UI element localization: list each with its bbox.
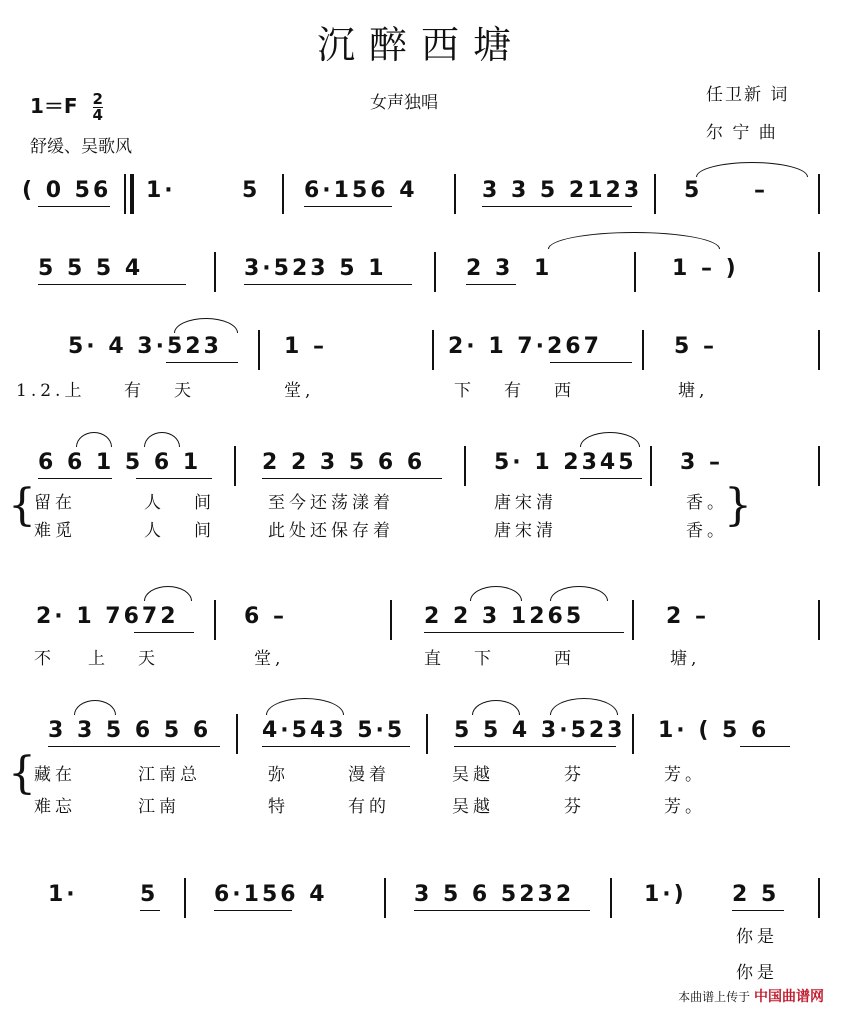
slur-mark <box>472 700 520 715</box>
lyric-syllable: 人 <box>144 521 165 541</box>
lyric-syllable: 有的 <box>348 797 390 817</box>
barline <box>214 600 216 640</box>
beam-line <box>244 284 412 285</box>
measure-11: 2· 1 7·267 <box>448 334 602 359</box>
measure-24: 1· ( 5 6 <box>658 718 770 743</box>
lyric-syllable: 塘, <box>678 381 709 401</box>
lyric-syllable: 塘, <box>670 649 701 669</box>
barline <box>454 174 456 214</box>
beam-line <box>454 746 616 747</box>
site-brand-logo: 中国曲谱网 <box>754 989 824 1005</box>
beam-line <box>580 478 642 479</box>
beam-line <box>38 284 186 285</box>
lyric-syllable: 芳。 <box>664 765 706 785</box>
barline <box>214 252 216 292</box>
score-row-5 <box>14 598 828 678</box>
measure-pickup: ( 0 56 <box>22 178 112 203</box>
barline <box>390 600 392 640</box>
measure-17: 2· 1 7672 <box>36 604 179 629</box>
measure-7a: 2 3 <box>466 256 514 281</box>
barline <box>432 330 434 370</box>
barline <box>384 878 386 918</box>
lyric-syllable: 唐宋清 <box>494 521 557 541</box>
lyric-syllable: 直 <box>424 649 445 669</box>
time-sig-numerator: 2 <box>92 90 103 108</box>
measure-22: 4·543 5·5 <box>262 718 406 743</box>
lyric-syllable: 堂, <box>284 381 315 401</box>
score-row-1 <box>14 172 828 222</box>
tempo-marking: 舒缓、吴歌风 <box>30 137 132 157</box>
slur-mark <box>550 698 618 715</box>
measure-28a: 1·) <box>644 882 687 907</box>
measure-4b: – <box>754 178 768 203</box>
measure-21: 3 3 5 6 5 6 <box>48 718 212 743</box>
beam-line <box>424 632 624 633</box>
lyric-syllable: 芳。 <box>664 797 706 817</box>
lyric-syllable: 西 <box>554 381 575 401</box>
lyric-syllable: 香。 <box>686 493 728 513</box>
composer-credit: 尔 宁 曲 <box>706 123 778 143</box>
measure-18: 6 – <box>244 604 287 629</box>
lyric-syllable: 下 <box>474 649 495 669</box>
score-row-3 <box>14 328 828 408</box>
measure-12: 5 – <box>674 334 717 359</box>
lyric-syllable: 吴越 <box>452 765 494 785</box>
measure-10: 1 – <box>284 334 327 359</box>
barline <box>642 330 644 370</box>
barline <box>236 714 238 754</box>
measure-5: 5 5 5 4 <box>38 256 144 281</box>
measure-9: 5· 4 3·523 <box>68 334 222 359</box>
beam-line <box>38 206 110 207</box>
measure-25b: 5 <box>140 882 159 907</box>
barline <box>282 174 284 214</box>
measure-14: 2 2 3 5 6 6 <box>262 450 426 475</box>
lyric-syllable: 天 <box>174 381 195 401</box>
lyric-syllable: 不 <box>34 649 55 669</box>
barline <box>632 600 634 640</box>
measure-23: 5 5 4 3·523 <box>454 718 626 743</box>
beam-line <box>136 478 212 479</box>
lyric-syllable: 芬 <box>564 765 585 785</box>
slur-mark <box>470 586 522 601</box>
measure-1b: 5 <box>242 178 261 203</box>
slur-mark <box>144 432 180 447</box>
barline <box>818 446 820 486</box>
measure-19: 2 2 3 1265 <box>424 604 585 629</box>
barline <box>632 714 634 754</box>
measure-6: 3·523 5 1 <box>244 256 387 281</box>
lyric-syllable: 漫着 <box>348 765 390 785</box>
beam-line <box>262 746 410 747</box>
verse-brace-right: } <box>724 480 752 531</box>
lyric-syllable: 特 <box>268 797 289 817</box>
beam-line <box>414 910 590 911</box>
lyric-syllable: 天 <box>138 649 159 669</box>
barline <box>654 174 656 214</box>
barline <box>634 252 636 292</box>
lyricist-credit: 任卫新 词 <box>706 85 790 105</box>
measure-3: 3 3 5 2123 <box>482 178 643 203</box>
measure-26: 6·156 4 <box>214 882 328 907</box>
barline <box>818 174 820 214</box>
lyric-syllable: 下 <box>454 381 475 401</box>
lyric-syllable: 间 <box>194 521 215 541</box>
lyric-syllable: 1.2.上 <box>16 381 86 401</box>
tie-mark <box>696 162 808 177</box>
lyric-syllable: 有 <box>124 381 145 401</box>
beam-line <box>466 284 516 285</box>
lyric-syllable: 留在 <box>34 493 76 513</box>
lyric-syllable: 堂, <box>254 649 285 669</box>
measure-20: 2 – <box>666 604 709 629</box>
lyric-syllable: 弥 <box>268 765 289 785</box>
measure-7b: 1 <box>534 256 553 281</box>
lyric-syllable: 此处还保存着 <box>268 521 394 541</box>
barline <box>434 252 436 292</box>
lyric-syllable: 至今还荡漾着 <box>268 493 394 513</box>
song-title: 沉醉西塘 <box>316 23 525 67</box>
lyric-syllable: 间 <box>194 493 215 513</box>
measure-16: 3 – <box>680 450 723 475</box>
measure-1a: 1· <box>146 178 176 203</box>
barline <box>184 878 186 918</box>
barline <box>234 446 236 486</box>
key-signature <box>30 90 103 123</box>
lyric-syllable: 你是 <box>736 963 778 983</box>
slur-mark <box>550 586 608 601</box>
score-row-2 <box>14 250 828 310</box>
lyric-syllable: 你是 <box>736 927 778 947</box>
beam-line <box>214 910 292 911</box>
measure-27: 3 5 6 5232 <box>414 882 575 907</box>
lyric-syllable: 香。 <box>686 521 728 541</box>
repeat-start-barline <box>124 174 134 214</box>
lyric-syllable: 人 <box>144 493 165 513</box>
score-row-6 <box>8 712 828 822</box>
measure-2: 6·156 4 <box>304 178 418 203</box>
lyric-syllable: 有 <box>504 381 525 401</box>
lyric-syllable: 难觅 <box>34 521 76 541</box>
lyric-syllable: 上 <box>88 649 109 669</box>
slur-mark <box>144 586 192 601</box>
measure-25a: 1· <box>48 882 78 907</box>
lyric-syllable: 西 <box>554 649 575 669</box>
time-signature <box>93 92 103 123</box>
measure-13: 6 6 1 5 6 1 <box>38 450 202 475</box>
performance-note: 女声独唱 <box>370 93 438 113</box>
beam-line <box>304 206 392 207</box>
site-footer <box>678 986 824 1006</box>
slur-mark <box>76 432 112 447</box>
barline <box>610 878 612 918</box>
barline <box>258 330 260 370</box>
barline <box>464 446 466 486</box>
lyric-syllable: 唐宋清 <box>494 493 557 513</box>
barline <box>818 878 820 918</box>
lyric-syllable: 江南总 <box>138 765 201 785</box>
slur-mark <box>174 318 238 333</box>
measure-8: 1 – ) <box>672 256 739 281</box>
slur-mark <box>580 432 640 447</box>
lyric-syllable: 江南 <box>138 797 180 817</box>
lyric-syllable: 难忘 <box>34 797 76 817</box>
beam-line <box>140 910 160 911</box>
beam-line <box>166 362 238 363</box>
beam-line <box>48 746 220 747</box>
beam-line <box>38 478 112 479</box>
key-label: 1＝F <box>30 94 78 118</box>
score-row-4 <box>8 444 828 554</box>
beam-line <box>482 206 632 207</box>
footer-text: 本曲谱上传于 <box>678 990 751 1004</box>
beam-line <box>134 632 194 633</box>
lyric-syllable: 吴越 <box>452 797 494 817</box>
slur-mark <box>266 698 344 715</box>
measure-28b: 2 5 <box>732 882 780 907</box>
verse-brace-left: { <box>8 748 36 799</box>
beam-line <box>740 746 790 747</box>
measure-15: 5· 1 2345 <box>494 450 637 475</box>
beam-line <box>550 362 632 363</box>
barline <box>818 252 820 292</box>
score-row-7 <box>14 876 828 986</box>
time-sig-denominator: 4 <box>92 106 103 124</box>
barline <box>650 446 652 486</box>
measure-4a: 5 <box>684 178 703 203</box>
tie-mark <box>548 232 720 249</box>
barline <box>818 330 820 370</box>
lyric-syllable: 藏在 <box>34 765 76 785</box>
slur-mark <box>74 700 116 715</box>
barline <box>426 714 428 754</box>
barline <box>818 600 820 640</box>
verse-brace-left: { <box>8 480 36 531</box>
beam-line <box>732 910 784 911</box>
beam-line <box>262 478 442 479</box>
lyric-syllable: 芬 <box>564 797 585 817</box>
